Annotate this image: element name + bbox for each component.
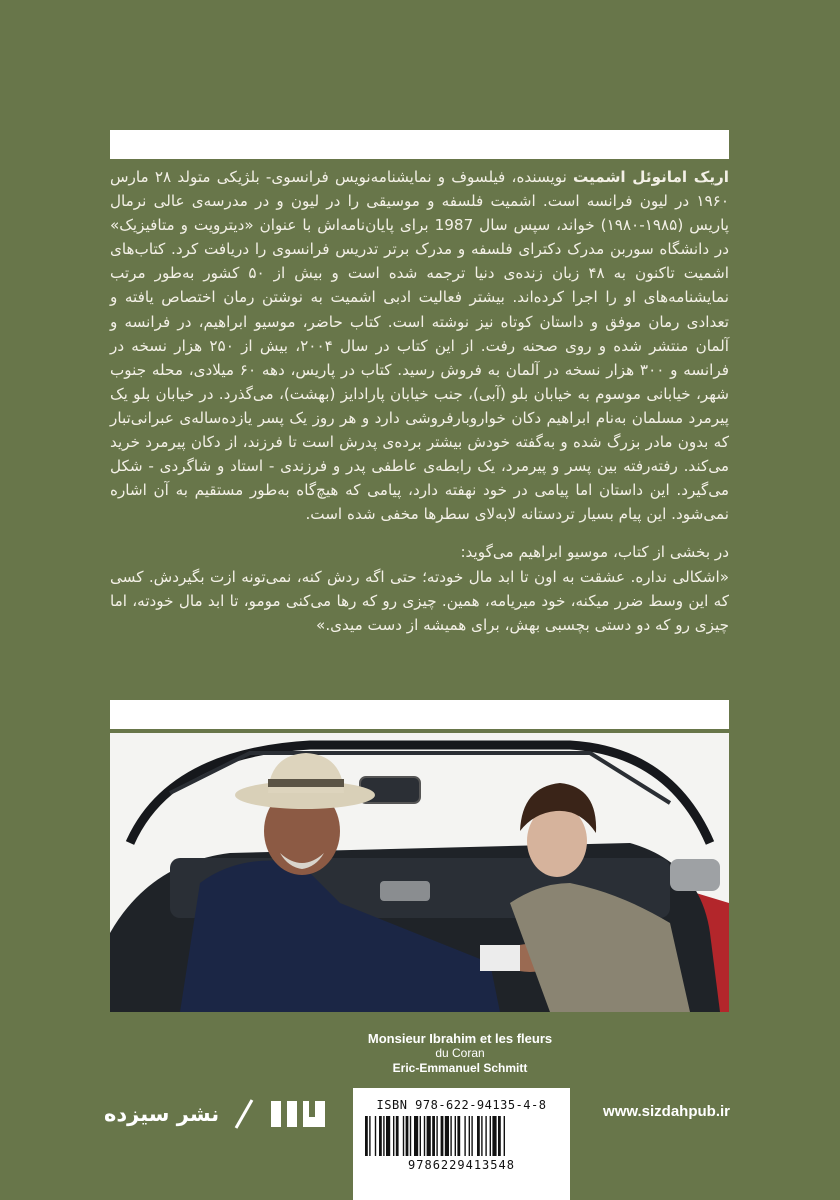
barcode-bar	[471, 1116, 472, 1156]
barcode-bar	[432, 1116, 435, 1156]
barcode-bar	[485, 1116, 486, 1156]
barcode-bar	[420, 1116, 421, 1156]
author-name: اریک امانوئل اشمیت	[573, 168, 729, 186]
publisher-website[interactable]: www.sizdahpub.ir	[603, 1103, 730, 1120]
barcode-bar	[369, 1116, 370, 1156]
barcode-bar	[490, 1116, 491, 1156]
barcode-box	[353, 1088, 570, 1200]
barcode-bar	[469, 1116, 470, 1156]
barcode-bar	[481, 1116, 482, 1156]
quote-intro: در بخشی از کتاب، موسیو ابراهیم می‌گوید:	[460, 543, 729, 562]
barcode-bar	[498, 1116, 501, 1156]
barcode-bar	[383, 1116, 384, 1156]
ean-number: 9786229413548	[408, 1158, 515, 1172]
barcode-bar	[396, 1116, 399, 1156]
barcode-bar	[403, 1116, 404, 1156]
credit-title-line1: Monsieur Ibrahim et les fleurs	[367, 1031, 553, 1046]
barcode-bar	[393, 1116, 394, 1156]
barcode-bar	[427, 1116, 431, 1156]
barcode-bar	[410, 1116, 411, 1156]
barcode-bar	[504, 1116, 505, 1156]
author-bio-paragraph	[110, 165, 729, 526]
barcode-bar	[492, 1116, 496, 1156]
barcode-bar	[365, 1116, 368, 1156]
isbn-label: ISBN 978-622-94135-4-8	[376, 1098, 547, 1112]
barcode-bar	[414, 1116, 418, 1156]
barcode-bar	[379, 1116, 382, 1156]
barcode-bar	[386, 1116, 390, 1156]
quote-text: «اشکالی نداره. عشقت به اون تا ابد مال خودته؛ حتی اگه ردش کنه، نمی‌تونه ازت بگیردش. کسی که این وسط ضرر میکنه، خود میریامه، همین. چیزی رو که رها می‌کنی مومو، تا ابد مال خودته، اما چیزی رو که دو دستی بچسبی بهش، برای همیشه از دست میدی.»	[110, 567, 729, 634]
barcode-bar	[375, 1116, 376, 1156]
film-still-photo	[110, 733, 729, 1012]
barcode-bar	[445, 1116, 449, 1156]
back-cover-description	[110, 165, 729, 637]
barcode-bar	[464, 1116, 465, 1156]
barcode-bar	[436, 1116, 437, 1156]
barcode-bar	[477, 1116, 480, 1156]
barcode-bar	[457, 1116, 460, 1156]
barcode-bar	[450, 1116, 451, 1156]
barcode-bar	[406, 1116, 409, 1156]
barcode-bar	[455, 1116, 456, 1156]
barcode-bar	[424, 1116, 425, 1156]
credit-author: Eric-Emmanuel Schmitt	[392, 1061, 528, 1075]
top-white-band	[110, 130, 729, 159]
barcode-bars	[365, 1116, 558, 1156]
bio-text: نویسنده، فیلسوف و نمایشنامه‌نویس فرانسوی- بلژیکی متولد ۲۸ مارس ۱۹۶۰ در لیون فرانسه است. اشمیت فلسفه و موسیقی را در لیون و در مدرسه‌ی عالی نرمال پاریس (۱۹۸۵-۱۹۸۰) خواند، سپس سال 1987 برای پایان‌نامه‌اش با عنوان «دیترویت و متافیزیک» در دانشگاه سوربن مدرک دکترای فلسفه و مدرک برتر تدریس فرانسوی را دریافت کرد. کتاب‌های اشمیت تاکنون به ۴۸ زبان زنده‌ی دنیا ترجمه شده است و بیش از ۵۰ کشور به‌طور مرتب نمایشنامه‌های او را اجرا کرده‌اند. بیشتر فعالیت ادبی اشمیت به نوشتن رمان اختصاص یافته و تعدادی رمان موفق و داستان کوتاه نیز نوشته است. کتاب حاضر، موسیو ابراهیم، در فرانسه و آلمان منتشر شده و روی صحنه رفت. از این کتاب در سال ۲۰۰۴، بیش از ۲۵۰ هزار نسخه در فرانسه و ۳۰۰ هزار نسخه در آلمان به فروش رسید. کتاب در پاریس، دهه ۶۰ میلادی، محله جنوب شهر، خیابانی موسوم به خیابان بلو (آبی)، جنب خیابان پارادایز (بهشت)، می‌گذرد. در خیابان بلو یک پیرمرد مسلمان به‌نام ابراهیم دکان خواروبارفروشی دارد و هر روز یک پسر یازده‌ساله‌ی عبرانی‌تبار که بدون مادر بزرگ شده و به‌گفته خودش بیشتر برده‌ی پدرش است تا فرزند، از دکان پیرمرد خرید می‌کند. رفته‌رفته بین پسر و پیرمرد، یک رابطه‌ی عاطفی پدر و فرزندی - استاد و شاگردی - شکل می‌گیرد. این داستان اما پیامی در خود نهفته دارد، پیامی که هیچ‌گاه به‌طور مستقیم به آن اشاره نمی‌شود. این پیام بسیار تردستانه لابه‌لای سطرها مخفی شده است.	[110, 168, 729, 524]
publisher-name: نشر سیزده	[104, 1102, 220, 1126]
publisher-logo-mark	[269, 1097, 327, 1131]
publisher-logo	[104, 1094, 327, 1134]
barcode-bar	[441, 1116, 444, 1156]
slash-icon	[233, 1097, 255, 1131]
photo-credit	[330, 1031, 590, 1076]
credit-title-line2: du Coran	[435, 1046, 485, 1060]
middle-white-band	[110, 700, 729, 729]
